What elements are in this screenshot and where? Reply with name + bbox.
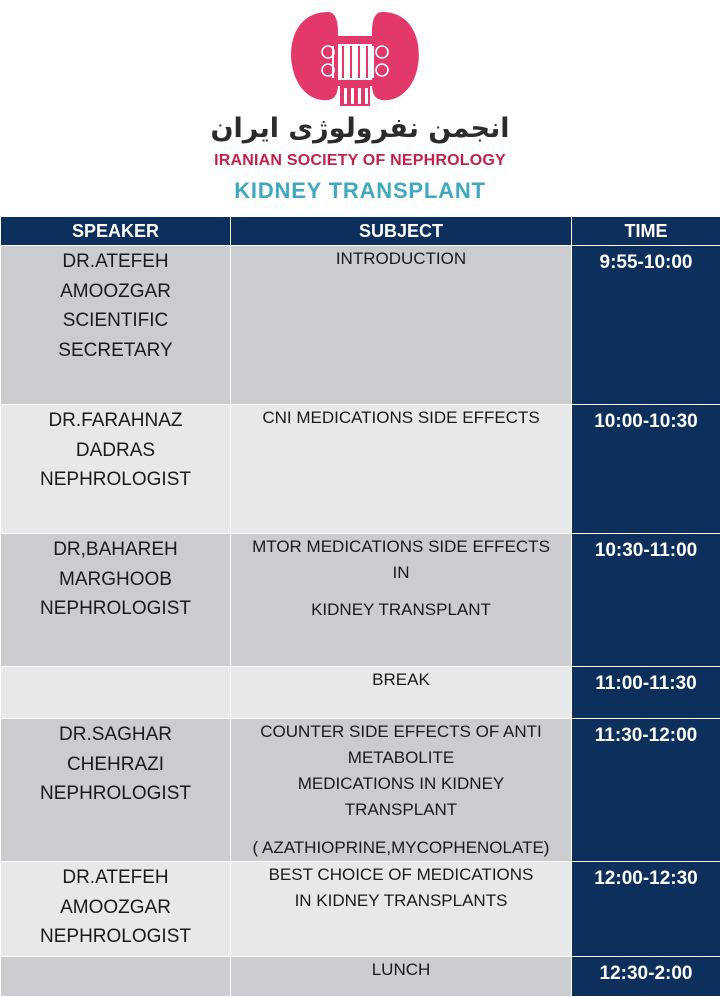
speaker-line: CHEHRAZI (1, 750, 230, 780)
speaker-line: MARGHOOB (1, 565, 230, 595)
society-name-persian: انجمن نفرولوژی ایران (0, 113, 720, 144)
speaker-line: DADRAS (1, 436, 230, 466)
speaker-line: SCIENTIFIC (1, 306, 230, 336)
speaker-line: NEPHROLOGIST (1, 779, 230, 809)
speaker-line: SECRETARY (1, 336, 230, 366)
time-cell: 10:30-11:00 (572, 534, 720, 667)
subject-cell (231, 246, 572, 405)
page-header (0, 0, 720, 215)
table-row (1, 246, 720, 405)
subject-line: ( AZATHIOPRINE,MYCOPHENOLATE) (231, 835, 571, 861)
table-row (1, 719, 720, 862)
subject-cell (231, 534, 572, 667)
time-cell: 12:30-2:00 (572, 957, 720, 997)
speaker-cell (1, 957, 231, 997)
table-row (1, 405, 720, 534)
subject-line: COUNTER SIDE EFFECTS OF ANTI (231, 719, 571, 745)
speaker-line: DR,BAHAREH (1, 535, 230, 565)
subject-line: KIDNEY TRANSPLANT (231, 597, 571, 623)
speaker-line: NEPHROLOGIST (1, 922, 230, 952)
speaker-cell (1, 534, 231, 667)
speaker-line: DR.FARAHNAZ (1, 406, 230, 436)
schedule-table (0, 216, 720, 997)
society-name: IRANIAN SOCIETY OF NEPHROLOGY (0, 152, 720, 170)
subject-cell (231, 405, 572, 534)
subject-line: BREAK (231, 667, 571, 693)
subject-line: TRANSPLANT (231, 797, 571, 823)
table-row (1, 667, 720, 719)
society-logo (288, 10, 422, 110)
subject-line: IN (231, 560, 571, 586)
speaker-cell (1, 719, 231, 862)
column-header-subject: SUBJECT (231, 217, 572, 246)
subject-line: MEDICATIONS IN KIDNEY (231, 771, 571, 797)
speaker-line: NEPHROLOGIST (1, 594, 230, 624)
speaker-line: DR.ATEFEH (1, 247, 230, 277)
column-header-time: TIME (572, 217, 720, 246)
speaker-line: AMOOZGAR (1, 277, 230, 307)
subject-cell (231, 957, 572, 997)
time-cell: 11:30-12:00 (572, 719, 720, 862)
time-cell: 10:00-10:30 (572, 405, 720, 534)
table-header-row (1, 217, 720, 246)
time-cell: 12:00-12:30 (572, 862, 720, 957)
time-cell: 11:00-11:30 (572, 667, 720, 719)
time-cell: 9:55-10:00 (572, 246, 720, 405)
page-subtitle: KIDNEY TRANSPLANT (0, 178, 720, 204)
speaker-line: NEPHROLOGIST (1, 465, 230, 495)
subject-cell (231, 862, 572, 957)
speaker-line: AMOOZGAR (1, 893, 230, 923)
subject-cell (231, 667, 572, 719)
subject-line: METABOLITE (231, 745, 571, 771)
speaker-cell (1, 667, 231, 719)
subject-line: BEST CHOICE OF MEDICATIONS (231, 862, 571, 888)
table-row (1, 957, 720, 997)
table-row (1, 862, 720, 957)
speaker-cell (1, 246, 231, 405)
subject-line: CNI MEDICATIONS SIDE EFFECTS (231, 405, 571, 431)
column-header-speaker: SPEAKER (1, 217, 231, 246)
speaker-line: DR.SAGHAR (1, 720, 230, 750)
subject-line: LUNCH (231, 957, 571, 983)
subject-line: INTRODUCTION (231, 246, 571, 272)
subject-cell (231, 719, 572, 862)
speaker-cell (1, 862, 231, 957)
table-row (1, 534, 720, 667)
speaker-line: DR.ATEFEH (1, 863, 230, 893)
subject-line: IN KIDNEY TRANSPLANTS (231, 888, 571, 914)
speaker-cell (1, 405, 231, 534)
subject-line: MTOR MEDICATIONS SIDE EFFECTS (231, 534, 571, 560)
